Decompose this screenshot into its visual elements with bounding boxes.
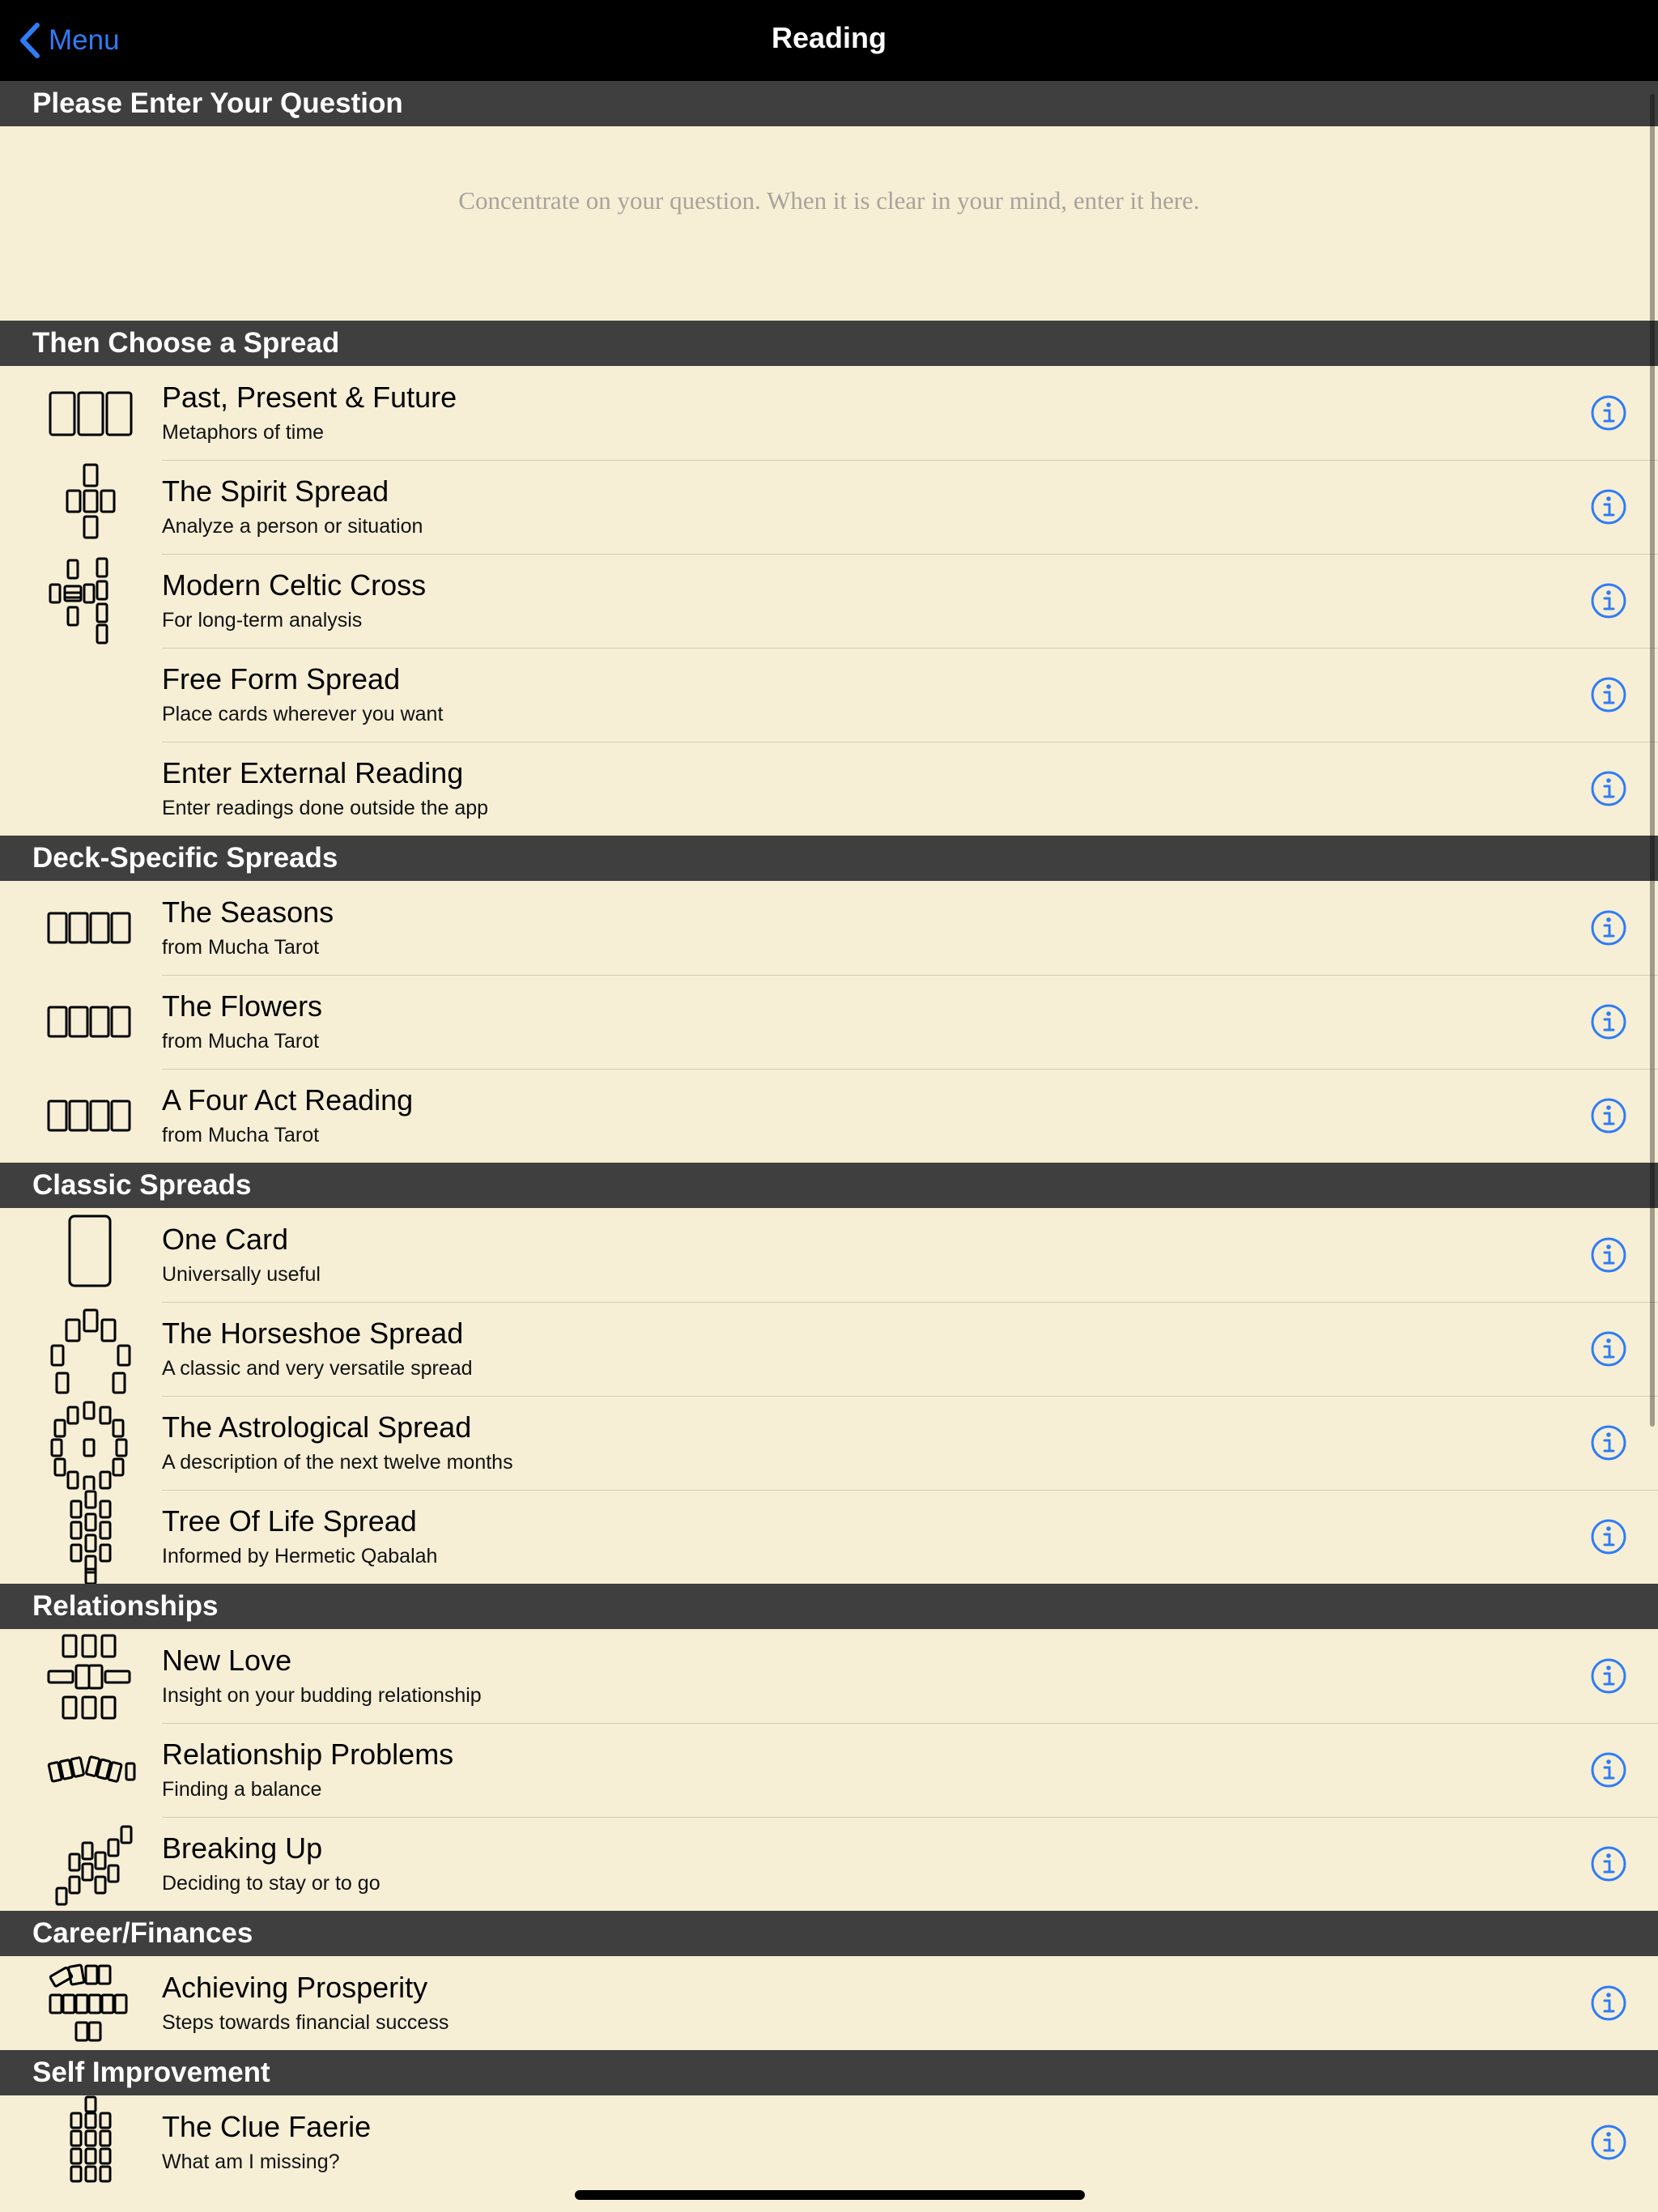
spread-subtitle: Place cards wherever you want <box>162 703 444 725</box>
spread-subtitle: Enter readings done outside the app <box>162 797 489 819</box>
info-icon <box>1590 582 1627 619</box>
info-icon <box>1590 770 1627 807</box>
spread-thumbnail <box>36 1817 146 1911</box>
info-icon <box>1590 1424 1627 1461</box>
one-card-icon <box>36 1208 146 1302</box>
info-button[interactable] <box>1590 1845 1627 1882</box>
section-list <box>0 2095 1658 2189</box>
spread-title: Breaking Up <box>162 1831 323 1865</box>
spread-title: The Flowers <box>162 989 323 1023</box>
four-card-row-icon <box>36 1069 146 1163</box>
spread-subtitle: Finding a balance <box>162 1778 322 1801</box>
info-icon <box>1590 1657 1627 1695</box>
spread-title: Past, Present & Future <box>162 381 457 414</box>
cross-spread-icon <box>36 460 146 554</box>
spread-subtitle: Metaphors of time <box>162 421 325 444</box>
spread-thumbnail <box>36 1629 146 1723</box>
spread-subtitle: Analyze a person or situation <box>162 515 423 538</box>
question-input[interactable] <box>0 126 1658 321</box>
spread-row-achieving-prosperity[interactable] <box>0 1956 1658 2050</box>
spread-row-the-spirit-spread[interactable] <box>0 460 1658 554</box>
section-header-self-improvement: Self Improvement <box>0 2050 1658 2095</box>
home-indicator[interactable] <box>575 2190 1085 2200</box>
spread-row-a-four-act-reading[interactable] <box>0 1069 1658 1163</box>
spread-row-one-card[interactable] <box>0 1208 1658 1302</box>
section-header-deck-specific-spreads: Deck-Specific Spreads <box>0 836 1658 881</box>
spread-subtitle: from Mucha Tarot <box>162 936 320 959</box>
info-icon <box>1590 1003 1627 1040</box>
breaking-up-spread-icon <box>36 1817 146 1911</box>
info-icon <box>1590 1518 1627 1555</box>
spread-thumbnail <box>36 2095 146 2189</box>
section-list <box>0 1629 1658 1911</box>
spread-row-new-love[interactable] <box>0 1629 1658 1723</box>
section-list <box>0 1956 1658 2050</box>
spread-thumbnail <box>36 1396 146 1490</box>
spread-row-the-seasons[interactable] <box>0 881 1658 975</box>
tree-of-life-icon <box>36 1490 146 1584</box>
spread-title: Modern Celtic Cross <box>162 568 427 602</box>
info-button[interactable] <box>1590 2124 1627 2161</box>
spread-thumbnail <box>36 975 146 1069</box>
spread-subtitle: from Mucha Tarot <box>162 1124 320 1146</box>
info-button[interactable] <box>1590 394 1627 432</box>
section-header-career-finances: Career/Finances <box>0 1911 1658 1956</box>
scrollbar[interactable] <box>1650 94 1655 1427</box>
spread-title: The Horseshoe Spread <box>162 1317 464 1350</box>
spread-thumbnail <box>36 1302 146 1396</box>
spread-subtitle: A description of the next twelve months <box>162 1451 513 1474</box>
spread-row-the-astrological-spread[interactable] <box>0 1396 1658 1490</box>
spread-thumbnail <box>36 742 146 836</box>
section-header-relationships: Relationships <box>0 1584 1658 1629</box>
spread-title: The Astrological Spread <box>162 1410 472 1444</box>
spread-row-the-flowers[interactable] <box>0 975 1658 1069</box>
info-button[interactable] <box>1590 1657 1627 1695</box>
spread-subtitle: What am I missing? <box>162 2150 340 2173</box>
spread-row-modern-celtic-cross[interactable] <box>0 554 1658 648</box>
spread-thumbnail <box>36 1069 146 1163</box>
spread-title: Relationship Problems <box>162 1738 454 1771</box>
spread-row-tree-of-life-spread[interactable] <box>0 1490 1658 1584</box>
info-icon <box>1590 1751 1627 1789</box>
spread-subtitle: Informed by Hermetic Qabalah <box>162 1545 438 1568</box>
spread-subtitle: Insight on your budding relationship <box>162 1684 482 1707</box>
info-icon <box>1590 1984 1627 2022</box>
info-button[interactable] <box>1590 1518 1627 1555</box>
spread-thumbnail <box>36 1956 146 2050</box>
spread-thumbnail <box>36 1208 146 1302</box>
spread-row-the-horseshoe-spread[interactable] <box>0 1302 1658 1396</box>
spread-title: The Clue Faerie <box>162 2110 372 2143</box>
info-button[interactable] <box>1590 909 1627 946</box>
info-button[interactable] <box>1590 1984 1627 2022</box>
info-button[interactable] <box>1590 1330 1627 1368</box>
section-list <box>0 366 1658 836</box>
new-love-spread-icon <box>36 1629 146 1723</box>
info-icon <box>1590 1236 1627 1274</box>
section-list <box>0 881 1658 1163</box>
info-button[interactable] <box>1590 1236 1627 1274</box>
clue-faerie-grid-icon <box>36 2095 146 2189</box>
info-button[interactable] <box>1590 770 1627 807</box>
spread-row-the-clue-faerie[interactable] <box>0 2095 1658 2189</box>
info-button[interactable] <box>1590 1751 1627 1789</box>
spread-row-past-present-future[interactable] <box>0 366 1658 460</box>
spread-row-breaking-up[interactable] <box>0 1817 1658 1911</box>
spread-thumbnail <box>36 648 146 742</box>
page-title: Reading <box>771 21 886 54</box>
spread-title: A Four Act Reading <box>162 1083 414 1117</box>
spread-title: The Seasons <box>162 895 334 929</box>
spread-row-free-form-spread[interactable] <box>0 648 1658 742</box>
spread-subtitle: Universally useful <box>162 1263 321 1286</box>
prosperity-spread-icon <box>36 1956 146 2050</box>
relationship-problems-icon <box>36 1723 146 1817</box>
info-icon <box>1590 394 1627 432</box>
spread-sections <box>0 321 1658 2189</box>
info-icon <box>1590 488 1627 525</box>
spread-thumbnail <box>36 1490 146 1584</box>
info-icon <box>1590 2124 1627 2161</box>
spread-title: New Love <box>162 1644 292 1677</box>
spread-title: Enter External Reading <box>162 756 464 789</box>
info-button[interactable] <box>1590 488 1627 525</box>
astrological-circle-icon <box>36 1396 146 1490</box>
spread-thumbnail <box>36 1723 146 1817</box>
info-icon <box>1590 1097 1627 1134</box>
info-button[interactable] <box>1590 1097 1627 1134</box>
spread-row-enter-external-reading[interactable] <box>0 742 1658 836</box>
info-icon <box>1590 909 1627 946</box>
info-button[interactable] <box>1590 676 1627 713</box>
spread-subtitle: For long-term analysis <box>162 609 363 632</box>
spread-row-relationship-problems[interactable] <box>0 1723 1658 1817</box>
spread-title: One Card <box>162 1223 289 1256</box>
back-button-label: Menu <box>49 24 120 56</box>
info-button[interactable] <box>1590 1003 1627 1040</box>
spread-thumbnail <box>36 460 146 554</box>
horseshoe-spread-icon <box>36 1302 146 1396</box>
info-icon <box>1590 676 1627 713</box>
reading-list[interactable] <box>0 81 1658 2189</box>
section-list <box>0 1208 1658 1584</box>
spread-thumbnail <box>36 366 146 460</box>
four-card-row-icon <box>36 975 146 1069</box>
spread-title: Free Form Spread <box>162 662 401 696</box>
spread-subtitle: from Mucha Tarot <box>162 1030 320 1053</box>
spread-title: The Spirit Spread <box>162 474 389 508</box>
spread-thumbnail <box>36 881 146 975</box>
spread-thumbnail <box>36 554 146 648</box>
spread-title: Achieving Prosperity <box>162 1971 428 2004</box>
info-button[interactable] <box>1590 582 1627 619</box>
celtic-cross-icon <box>36 554 146 648</box>
section-header-question: Please Enter Your Question <box>0 81 1658 126</box>
info-icon <box>1590 1845 1627 1882</box>
navigation-bar <box>0 0 1658 81</box>
spread-subtitle: Deciding to stay or to go <box>162 1872 380 1895</box>
question-area <box>0 126 1658 321</box>
three-card-spread-icon <box>36 366 146 460</box>
section-header-classic-spreads: Classic Spreads <box>0 1163 1658 1208</box>
spread-title: Tree Of Life Spread <box>162 1504 417 1538</box>
info-icon <box>1590 1330 1627 1368</box>
section-header-then-choose-a-spread: Then Choose a Spread <box>0 321 1658 366</box>
spread-subtitle: A classic and very versatile spread <box>162 1357 473 1380</box>
four-card-row-icon <box>36 881 146 975</box>
spread-subtitle: Steps towards financial success <box>162 2011 449 2034</box>
info-button[interactable] <box>1590 1424 1627 1461</box>
